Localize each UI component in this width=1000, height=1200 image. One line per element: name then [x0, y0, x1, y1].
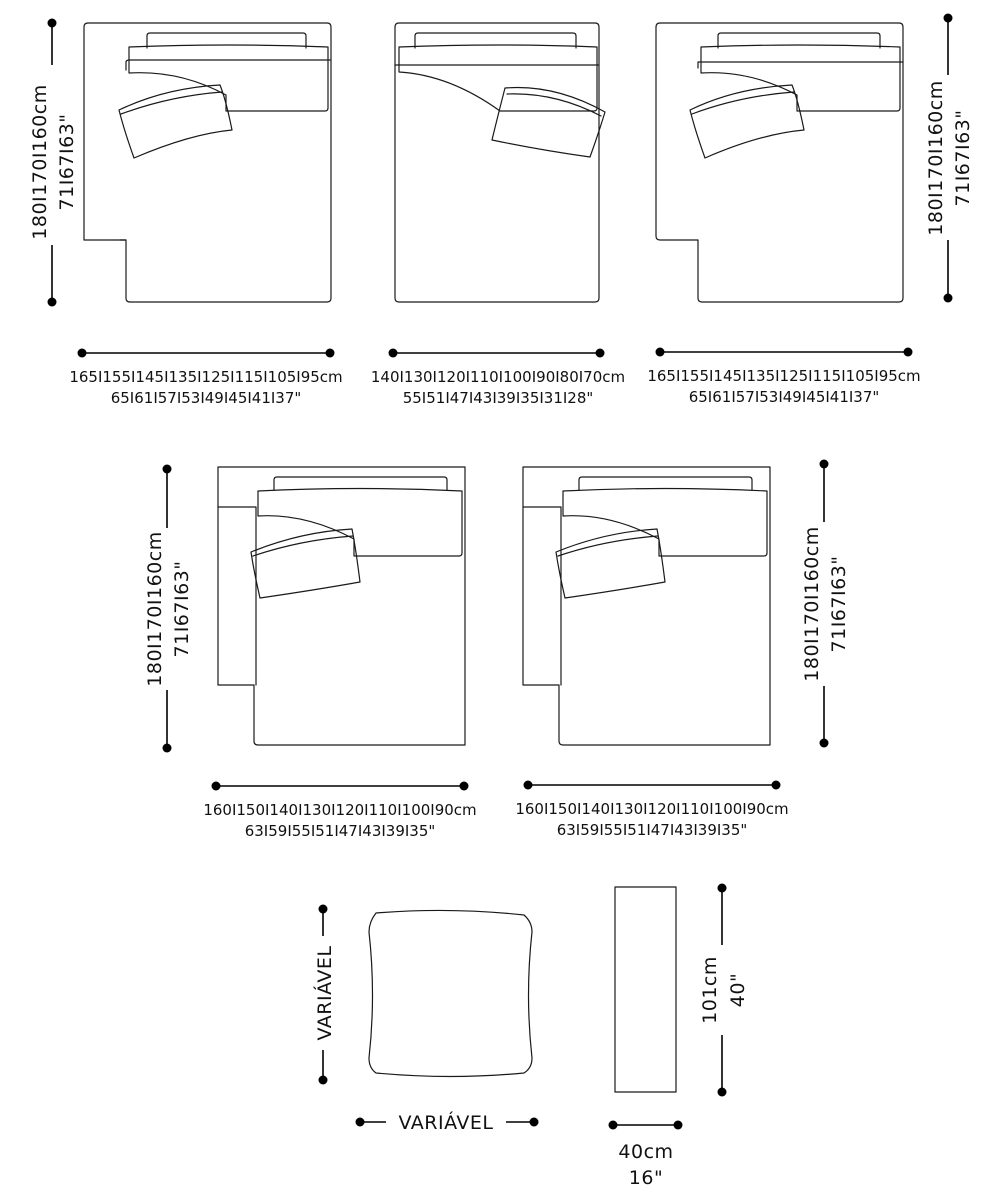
- side-panel-outline: [615, 887, 676, 1092]
- depth-dimension-module-5: [801, 460, 850, 748]
- depth-dimension-side-panel: [699, 884, 749, 1097]
- width-dimension-module-5: [515, 781, 788, 840]
- depth-dimension-module-4: [144, 465, 193, 753]
- ottoman-outline: [369, 910, 532, 1076]
- width-dimension-module-1: [69, 349, 342, 408]
- ottoman: [369, 910, 532, 1076]
- width-dimension-side-panel: [609, 1121, 683, 1190]
- width-label-cm: 165I155I145I135I125I115I105I95cm: [647, 367, 921, 385]
- side-panel: [615, 887, 676, 1092]
- depth-label-in: 71I67I63": [171, 560, 193, 658]
- module-outline: [84, 23, 331, 302]
- width-label-in: 63I59I55I51I47I43I39I35": [556, 821, 748, 839]
- depth-dimension-ottoman: [313, 905, 336, 1085]
- module-outline: [218, 467, 465, 745]
- depth-dimension-module-1: [29, 19, 78, 307]
- depth-label-cm: 101cm: [699, 956, 721, 1024]
- back-cushion: [129, 45, 328, 111]
- back-cushion: [399, 45, 597, 111]
- depth-label: VARIÁVEL: [314, 945, 336, 1041]
- module-outline: [656, 23, 903, 302]
- throw-pillow: [492, 88, 605, 158]
- width-label-cm: 160I150I140I130I120I110I100I90cm: [515, 800, 789, 818]
- sofa-module-armless: [395, 23, 605, 302]
- depth-dimension-module-3: [925, 14, 974, 303]
- width-label-cm: 40cm: [618, 1141, 674, 1163]
- width-label-in: 55I51I47I43I39I35I31I28": [402, 389, 594, 407]
- depth-label-in: 71I67I63": [828, 555, 850, 653]
- width-dimension-module-3: [647, 348, 920, 407]
- sofa-module-corner-left: [218, 467, 465, 745]
- seat-top-edge: [126, 60, 330, 70]
- throw-pillow: [251, 529, 360, 598]
- back-cushion: [701, 45, 900, 111]
- throw-pillow: [690, 85, 804, 158]
- width-label-cm: 165I155I145I135I125I115I105I95cm: [69, 368, 343, 386]
- sofa-module-corner-right: [523, 467, 770, 745]
- width-label-in: 65I61I57I53I49I45I41I37": [110, 389, 302, 407]
- width-label-cm: 160I150I140I130I120I110I100I90cm: [203, 801, 477, 819]
- width-dimension-ottoman: [356, 1111, 539, 1134]
- width-label-in: 63I59I55I51I47I43I39I35": [244, 822, 436, 840]
- module-outline: [523, 467, 770, 745]
- width-label-cm: 140I130I120I110I100I90I80I70cm: [370, 368, 626, 386]
- width-label: VARIÁVEL: [398, 1112, 494, 1134]
- width-label-in: 16": [628, 1167, 664, 1189]
- throw-pillow: [556, 529, 665, 598]
- depth-label-in: 40": [727, 972, 749, 1008]
- depth-label-cm: 180I170I160cm: [144, 531, 166, 687]
- throw-pillow: [119, 85, 232, 158]
- depth-label-in: 71I67I63": [952, 109, 974, 207]
- sofa-module-left-arm: [84, 23, 331, 302]
- width-dimension-module-2: [371, 349, 625, 408]
- depth-label-cm: 180I170I160cm: [925, 80, 947, 236]
- depth-label-cm: 180I170I160cm: [801, 526, 823, 682]
- depth-label-cm: 180I170I160cm: [29, 84, 51, 240]
- throw-pillow-seam: [507, 94, 601, 116]
- corner-inner-edge: [218, 507, 256, 685]
- corner-inner-edge: [523, 507, 561, 685]
- sofa-module-right-arm: [656, 23, 903, 302]
- width-label-in: 65I61I57I53I49I45I41I37": [688, 388, 880, 406]
- seat-top-edge: [698, 62, 903, 68]
- depth-label-in: 71I67I63": [56, 113, 78, 211]
- width-dimension-module-4: [203, 782, 476, 841]
